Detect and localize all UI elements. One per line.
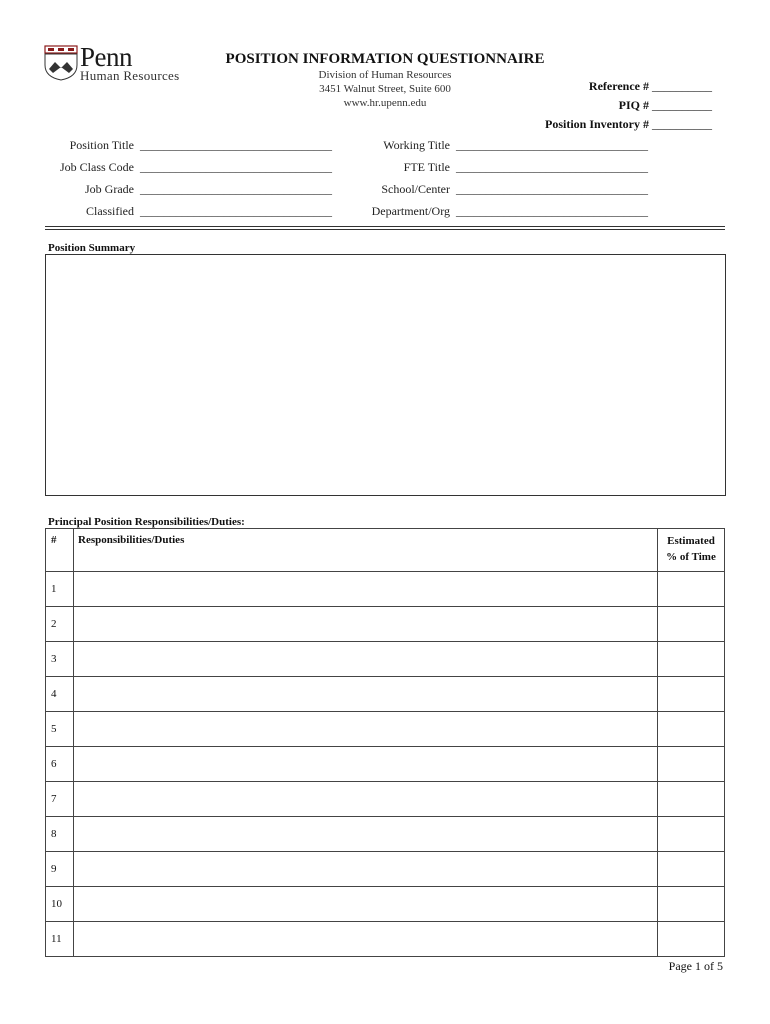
position-title-label: Position Title <box>69 138 134 152</box>
position-summary-label: Position Summary <box>48 242 136 254</box>
row-number: 7 <box>46 782 74 817</box>
classified-label: Classified <box>86 204 134 218</box>
row-number: 11 <box>46 922 74 957</box>
fte-title-field[interactable] <box>355 160 648 175</box>
table-row <box>46 642 725 677</box>
job-grade-field[interactable] <box>40 182 332 197</box>
address-line-division: Division of Human Resources <box>318 69 452 81</box>
percent-cell[interactable] <box>658 642 725 677</box>
reference-label: Reference # <box>588 79 649 93</box>
table-row <box>46 607 725 642</box>
percent-cell[interactable] <box>658 747 725 782</box>
percent-cell[interactable] <box>658 712 725 747</box>
fte-title-label: FTE Title <box>403 160 450 174</box>
reference-field[interactable] <box>589 79 712 94</box>
col-estimated-time-header <box>658 529 725 572</box>
job-grade-blank[interactable]: ________________________________ <box>140 182 332 196</box>
position-title-blank[interactable]: ________________________________ <box>140 138 332 152</box>
position-inventory-label: Position Inventory # <box>544 117 649 131</box>
percent-cell[interactable] <box>658 852 725 887</box>
duty-cell[interactable] <box>74 782 658 817</box>
piq-field[interactable] <box>619 98 712 113</box>
document-title: POSITION INFORMATION QUESTIONNAIRE <box>225 51 545 67</box>
percent-cell[interactable] <box>658 887 725 922</box>
working-title-blank[interactable]: ________________________________ <box>456 138 648 152</box>
logo-subtitle: Human Resources <box>80 68 180 83</box>
percent-cell[interactable] <box>658 607 725 642</box>
duty-cell[interactable] <box>74 607 658 642</box>
reference-blank[interactable]: __________ <box>652 79 712 93</box>
position-title-field[interactable] <box>40 138 332 153</box>
table-row <box>46 852 725 887</box>
school-center-label: School/Center <box>381 182 450 196</box>
duty-cell[interactable] <box>74 817 658 852</box>
table-row <box>46 817 725 852</box>
col-estimated-line2: % of Time <box>666 551 716 563</box>
percent-cell[interactable] <box>658 677 725 712</box>
col-number-header: # <box>46 529 74 572</box>
row-number: 4 <box>46 677 74 712</box>
row-number: 10 <box>46 887 74 922</box>
percent-cell[interactable] <box>658 782 725 817</box>
duty-cell[interactable] <box>74 852 658 887</box>
address-line-website: www.hr.upenn.edu <box>343 97 427 109</box>
page-number: Page 1 of 5 <box>668 959 723 973</box>
penn-shield-logo <box>44 45 78 81</box>
col-estimated-line1: Estimated <box>667 535 715 547</box>
piq-blank[interactable]: __________ <box>652 98 712 112</box>
table-row <box>46 712 725 747</box>
table-row <box>46 677 725 712</box>
row-number: 1 <box>46 572 74 607</box>
classified-blank[interactable]: ________________________________ <box>140 204 332 218</box>
duty-cell[interactable] <box>74 712 658 747</box>
duties-header-row <box>46 529 725 572</box>
duty-cell[interactable] <box>74 887 658 922</box>
row-number: 8 <box>46 817 74 852</box>
job-grade-label: Job Grade <box>85 182 134 196</box>
duty-cell[interactable] <box>74 677 658 712</box>
row-number: 6 <box>46 747 74 782</box>
table-row <box>46 572 725 607</box>
job-class-code-blank[interactable]: ________________________________ <box>140 160 332 174</box>
table-row <box>46 887 725 922</box>
table-row <box>46 747 725 782</box>
divider-bottom <box>45 229 725 230</box>
percent-cell[interactable] <box>658 922 725 957</box>
school-center-blank[interactable]: ________________________________ <box>456 182 648 196</box>
logo-name: Penn <box>80 42 132 72</box>
working-title-field[interactable] <box>355 138 648 153</box>
duties-section-label: Principal Position Responsibilities/Duties: <box>48 516 245 528</box>
address-line-street: 3451 Walnut Street, Suite 600 <box>319 83 451 95</box>
row-number: 5 <box>46 712 74 747</box>
row-number: 3 <box>46 642 74 677</box>
table-row <box>46 922 725 957</box>
row-number: 2 <box>46 607 74 642</box>
job-class-code-field[interactable] <box>40 160 332 175</box>
working-title-label: Working Title <box>383 138 450 152</box>
classified-field[interactable] <box>40 204 332 219</box>
job-class-code-label: Job Class Code <box>59 160 134 174</box>
row-number: 9 <box>46 852 74 887</box>
duty-cell[interactable] <box>74 747 658 782</box>
duties-table <box>45 528 725 957</box>
percent-cell[interactable] <box>658 817 725 852</box>
percent-cell[interactable] <box>658 572 725 607</box>
col-responsibilities-header: Responsibilities/Duties <box>74 529 658 572</box>
divider-top <box>45 226 725 227</box>
department-org-field[interactable] <box>355 204 648 219</box>
table-row <box>46 782 725 817</box>
position-inventory-blank[interactable]: __________ <box>652 117 712 131</box>
fte-title-blank[interactable]: ________________________________ <box>456 160 648 174</box>
piq-label: PIQ # <box>618 98 649 112</box>
duty-cell[interactable] <box>74 572 658 607</box>
duty-cell[interactable] <box>74 922 658 957</box>
department-org-label: Department/Org <box>371 204 450 218</box>
position-inventory-field[interactable] <box>545 117 712 132</box>
department-org-blank[interactable]: ________________________________ <box>456 204 648 218</box>
duty-cell[interactable] <box>74 642 658 677</box>
position-summary-box[interactable] <box>45 254 726 496</box>
school-center-field[interactable] <box>355 182 648 197</box>
